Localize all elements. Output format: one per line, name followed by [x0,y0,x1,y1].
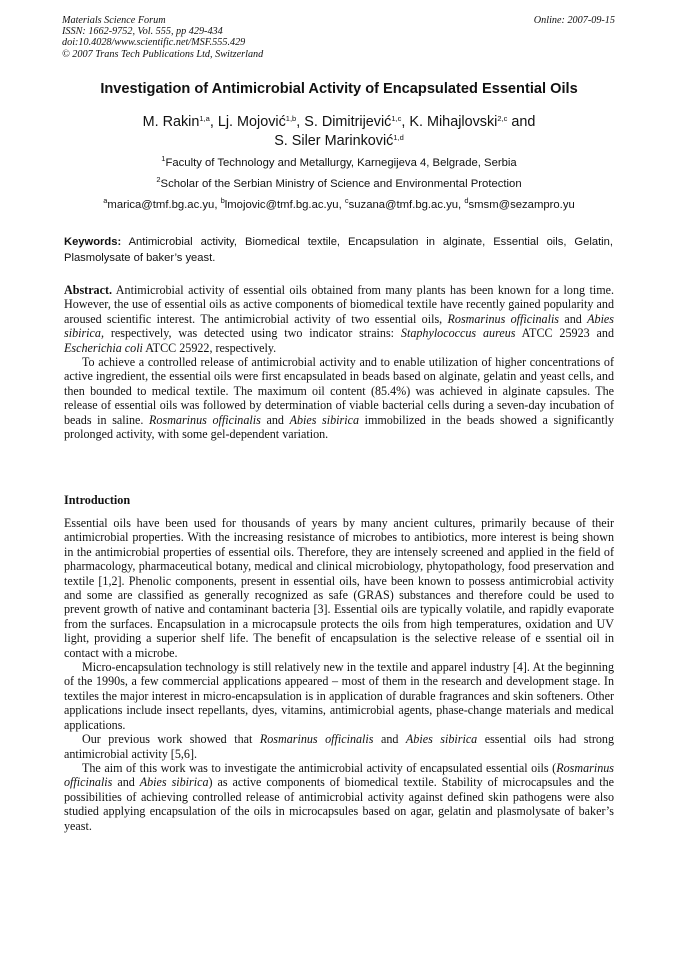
copyright-line: © 2007 Trans Tech Publications Ltd, Switzerland [62,48,264,60]
keywords-label: Keywords: [64,236,122,248]
text-run: Antimicrobial activity of essential oils obtained from many plants has been known for a long time. However, the use of essential oils as active components of biomedical textile have recently gained popularity and aroused scientific interest. The antimicrobial activity of two essential oils, [64,283,614,326]
author-name: S. Siler Marinković [274,133,394,149]
email-address: lmojovic@tmf.bg.ac.yu [224,199,339,211]
italic-term: Abies sibirica [139,775,209,790]
affiliation-marker: 2 [156,175,161,184]
author-name: S. Dimitrijević [304,114,392,130]
email-address: marica@tmf.bg.ac.yu [107,199,215,211]
introduction-paragraph [64,660,614,732]
abstract-p1-text [64,283,614,355]
author-affiliation-marker: 2,c [497,114,508,123]
email-address: suzana@tmf.bg.ac.yu [348,199,459,211]
abstract-paragraph-1 [64,283,614,355]
introduction-paragraph [64,516,614,660]
text-run: and [373,732,406,747]
italic-term: Rosmarinus officinalis [259,732,374,747]
author-affiliation-marker: 1,c [391,114,402,123]
journal-header [62,15,615,60]
email-marker: a [103,196,108,205]
introduction-paragraph [64,732,614,761]
text-run: essential oils had strong antimicrobial activity [5,6]. [64,732,614,761]
text-run: Our previous work showed that [82,732,260,747]
affiliation-marker: 1 [161,154,166,163]
author-affiliation-marker: 1,b [285,114,297,123]
author-name: Lj. Mojović [217,114,286,130]
text-run: Micro-encapsulation technology is still relatively new in the textile and apparel industry [4]. At the beginning of the 1990s, a few commercial applications appeared – most of them in the research and development stage. In textiles the major interest in micro-encapsulation is in application of durable fragrances and skin softeners. Other applications include insect repellants, dyes, vitamins, antimicrobial agents, phase-change materials and medical applications. [64,660,614,732]
abstract-paragraph-2 [64,355,614,441]
text-run: ATCC 25922, respectively. [142,340,277,355]
italic-term: Escherichia coli [64,340,143,355]
italic-term: Rosmarinus officinalis [64,760,614,790]
text-run: Essential oils have been used for thousands of years by many ancient cultures, primarily because of their antimicrobial properties. With the increasing resistance of microbes to antibiotics, more interest is being shown in the antimicrobial properties of essential oils. Therefore, they are intensely screened and applied in the field of pharmacology, pharmaceutical botany, medical and clinical microbiology, phytopathology, food preservation and textile [1,2]. Phenolic components, present in essential oils, have been known to possess antimicrobial activity and some are classified as generally recognized as safe (GRAS) substances and therefore could be used to prevent growth of native and contaminant bacteria [3]. Essential oils are typically volatile, and rapidly evaporate from the surfaces. Encapsulation in a microcapsule protects the oils from high temperatures, oxidation and UV light, providing a superior shelf life. The benefit of encapsulation is the selective release of e ssential oil in contact with a microbe. [64,516,614,660]
author-separator: , [401,114,410,130]
text-run: immobilized in the beads showed a significantly prolonged activity, with some gel-dependent variation. [64,412,614,442]
section-heading-introduction: Introduction [64,493,131,507]
text-run: and [559,311,588,326]
text-run: The aim of this work was to investigate the antimicrobial activity of encapsulated essential oils ( [82,760,557,775]
keywords [64,234,613,266]
online-date: Online: 2007-09-15 [533,15,615,26]
author-separator: , [209,114,218,130]
abstract [64,283,614,441]
italic-term: Staphylococcus aureus [400,326,516,341]
affiliation-text: Faculty of Technology and Metallurgy, Karnegijeva 4, Belgrade, Serbia [165,157,517,169]
affiliation-2 [40,175,638,190]
keywords-text: Antimicrobial activity, Biomedical textile, Encapsulation in alginate, Essential oils, Gelatin, Plasmolysate of baker’s yeast. [64,236,613,264]
author-affiliation-marker: 1,d [393,133,404,142]
text-run: ) as active components of biomedical textile. Stability of microcapsules and the possibilities of achieving controlled release of antimicrobial activity against defined skin pathogens were also studied applying encapsulation of the oils in microcapsules based on agar, gelatin and plasmolysate of baker’s yeast. [64,775,614,833]
introduction-paragraph [64,761,614,833]
text-run: and [260,412,290,427]
paper-title: Investigation of Antimicrobial Activity of Encapsulated Essential Oils [100,81,578,97]
text-run: To achieve a controlled release of antimicrobial activity and to enable utilization of higher concentrations of active ingredient, the essential oils were first encapsulated in beads based on alginate, gelatin and yeast cells, and then bounded to medical textile. The maximum oil content (85.4%) was achieved in alginate capsules. The release of essential oils was followed by determination of viable bacterial cells during a seven-day incubation of beads in saline. [64,355,614,427]
email-marker: d [464,196,469,205]
email-address: smsm@sezampro.yu [468,199,575,211]
italic-term: Abies sibirica [289,412,360,427]
email-marker: c [344,196,349,205]
author-list [60,113,618,151]
author-separator: , [296,114,305,130]
abstract-label: Abstract. [64,283,113,297]
author-name: K. Mihajlovski [409,114,498,130]
author-name: M. Rakin [142,114,200,130]
journal-name: Materials Science Forum [62,15,166,26]
italic-term: Abies sibirica [405,732,478,747]
text-run: ATCC 25923 and [515,326,614,341]
doi-line: doi:10.4028/www.scientific.net/MSF.555.429 [62,37,246,49]
affiliation-1 [40,154,638,169]
author-affiliation-marker: 1,a [199,114,210,123]
author-separator: and [507,114,536,130]
italic-term: Abies sibirica, [64,311,615,341]
email-list: $^a$marica@tmf.bg.ac.yu, $^b$lmojovic@tmf.bg.ac.yu, $^c$suzana@tmf.bg.ac.yu, $^d$smsm@sezampro.yu [103,196,575,211]
issn-line: ISSN: 1662-9752, Vol. 555, pp 429-434 [62,26,223,38]
affiliation-text: Scholar of the Serbian Ministry of Science and Environmental Protection [160,178,522,190]
italic-term: Rosmarinus officinalis [447,311,560,326]
introduction-body [64,516,614,833]
email-marker: b [220,196,225,205]
text-run: respectively, was detected using two indicator strains: [103,326,401,341]
italic-term: Rosmarinus officinalis [149,412,261,427]
text-run: and [112,775,140,790]
